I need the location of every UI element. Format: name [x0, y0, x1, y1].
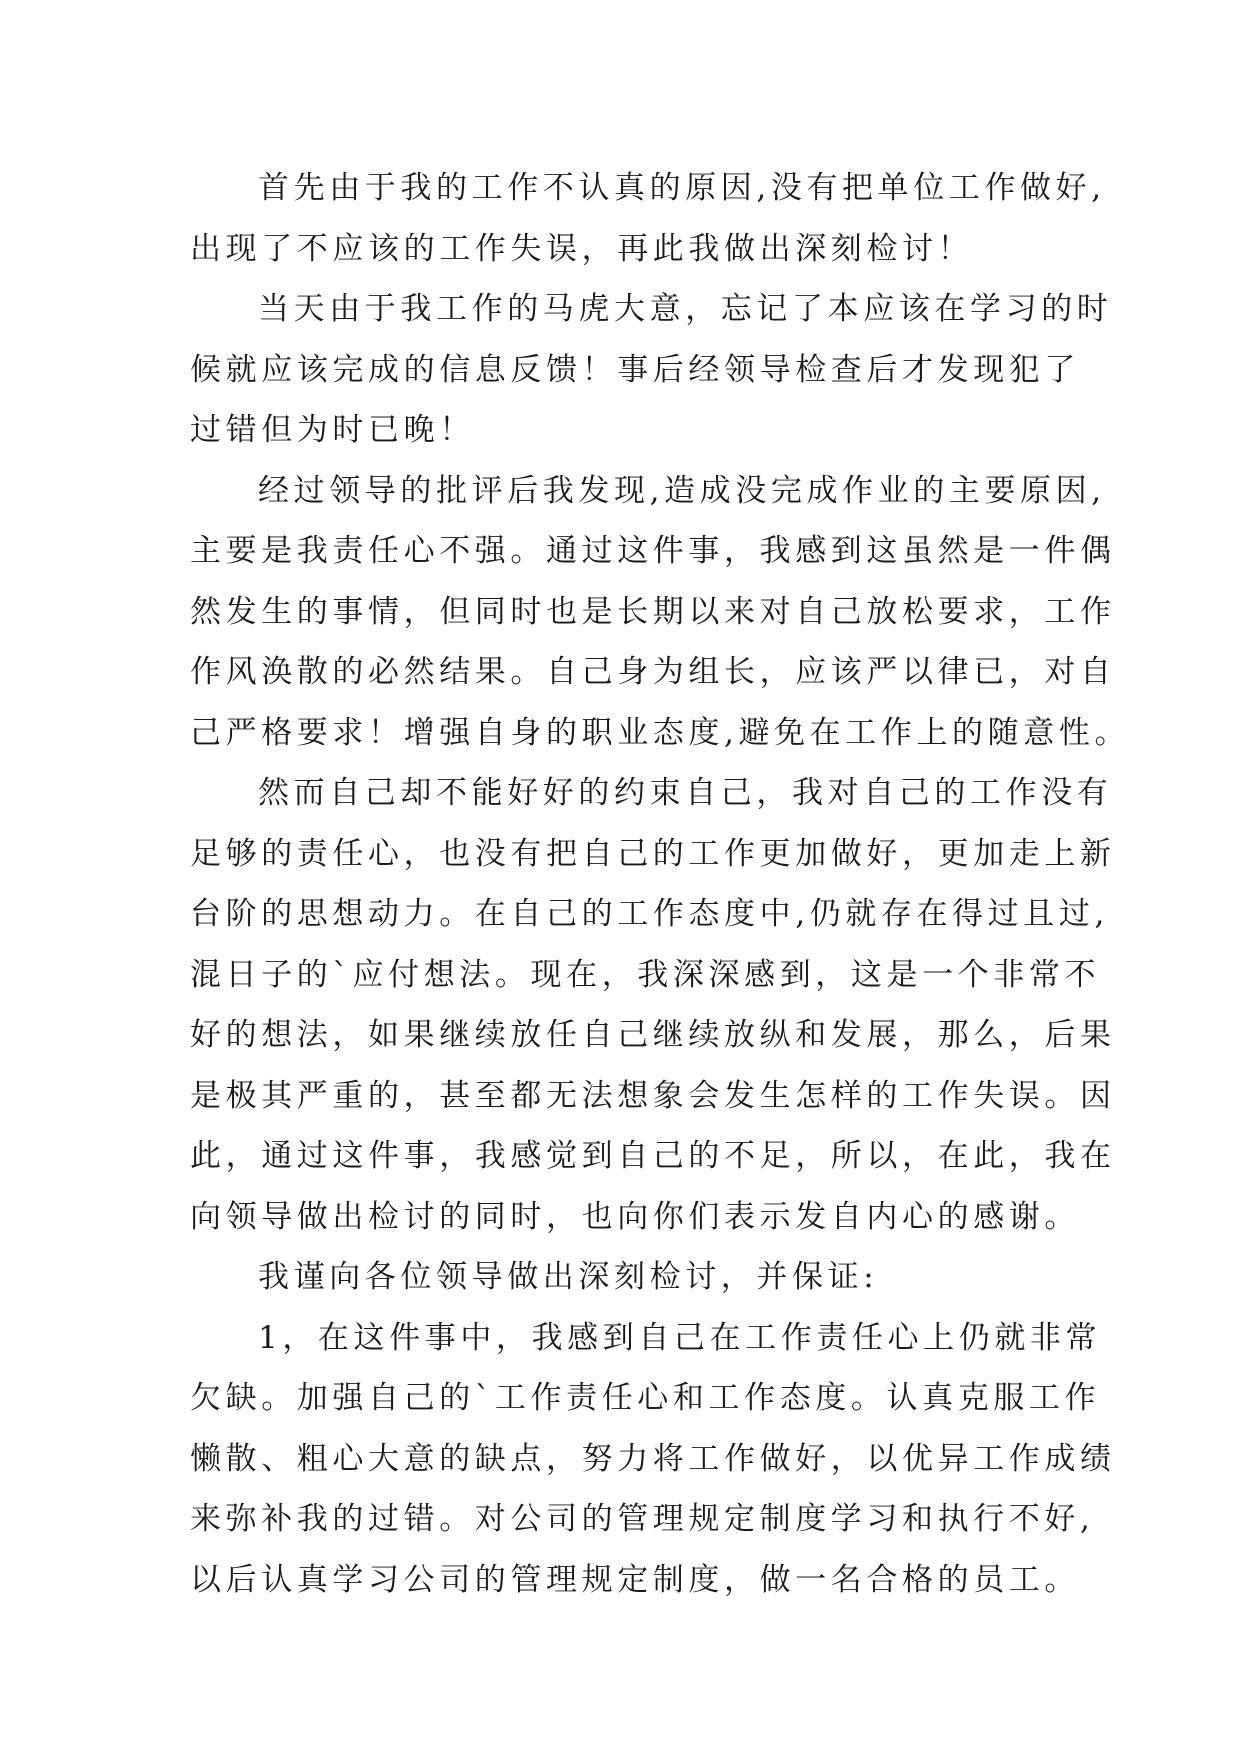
paragraph-first-line: 1，在这件事中，我感到自己在工作责任心上仍就非常 — [258, 1319, 1102, 1356]
paragraph-first-line: 经过领导的批评后我发现,造成没完成作业的主要原因, — [258, 472, 1106, 509]
paragraph-first-line: 当天由于我工作的马虎大意，忘记了本应该在学习的时 — [258, 291, 1113, 327]
paragraph-first-line: 我谨向各位领导做出深刻检讨，并保证: — [258, 1259, 879, 1295]
paragraph-line: 主要是我责任心不强。通过这件事，我感到这虽然是一件偶 — [190, 533, 1116, 569]
paragraph-line: 然发生的事情，但同时也是长期以来对自己放松要求，工作 — [190, 593, 1116, 630]
document-body — [190, 158, 1131, 1610]
paragraph-line: 来弥补我的过错。对公司的管理规定制度学习和执行不好, — [190, 1501, 1095, 1537]
paragraph-line: 出现了不应该的工作失误，再此我做出深刻检讨！ — [190, 230, 974, 267]
paragraph-line: 是极其严重的，甚至都无法想象会发生怎样的工作失误。因 — [190, 1077, 1116, 1114]
paragraph-line: 作风涣散的必然结果。自己身为组长，应该严以律已，对自 — [190, 654, 1116, 690]
paragraph-line: 候就应该完成的信息反馈！事后经领导检查后才发现犯了 — [190, 351, 1080, 388]
paragraph-line: 以后认真学习公司的管理规定制度，做一名合格的员工。 — [190, 1561, 1080, 1598]
paragraph-line: 己严格要求！增强自身的职业态度,避免在工作上的随意性。 — [190, 714, 1131, 751]
paragraph-line: 此，通过这件事，我感觉到自己的不足，所以，在此，我在 — [190, 1138, 1116, 1174]
paragraph-first-line: 然而自己却不能好好的约束自己，我对自己的工作没有 — [258, 775, 1113, 811]
paragraph-line: 混日子的`应付想法。现在，我深深感到，这是一个非常不 — [190, 956, 1101, 993]
paragraph-line: 好的想法，如果继续放任自己继续放纵和发展，那么，后果 — [190, 1017, 1116, 1053]
paragraph-line: 欠缺。加强自己的`工作责任心和工作态度。认真克服工作 — [190, 1380, 1101, 1416]
paragraph-line: 过错但为时已晚！ — [190, 412, 475, 448]
paragraph-line: 足够的责任心，也没有把自己的工作更加做好，更加走上新 — [190, 835, 1116, 872]
paragraph-line: 向领导做出检讨的同时，也向你们表示发自内心的感谢。 — [190, 1198, 1080, 1235]
paragraph-line: 懒散、粗心大意的缺点，努力将工作做好，以优异工作成绩 — [190, 1440, 1116, 1477]
paragraph-line: 台阶的思想动力。在自己的工作态度中,仍就存在得过且过, — [190, 896, 1109, 932]
paragraph-first-line: 首先由于我的工作不认真的原因,没有把单位工作做好, — [258, 170, 1106, 206]
